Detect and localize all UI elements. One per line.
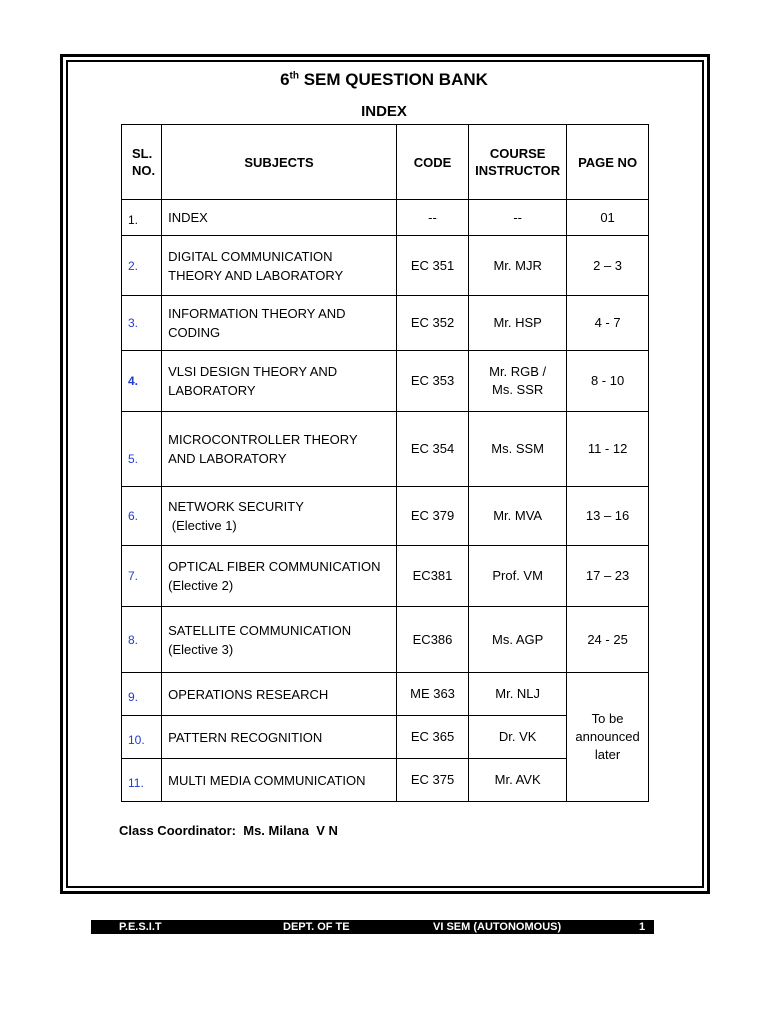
row-code: EC 375 <box>396 759 468 802</box>
table-row <box>122 236 649 296</box>
row-instructor: Ms. SSM <box>469 412 567 487</box>
row-page: 17 – 23 <box>567 546 649 607</box>
row-number: 3. <box>122 296 162 351</box>
row-subject: INFORMATION THEORY AND CODING <box>162 296 397 351</box>
row-instructor: Mr. AVK <box>469 759 567 802</box>
row-instructor: Mr. NLJ <box>469 673 567 716</box>
header-page-no: PAGE NO <box>567 125 649 200</box>
table-header-row <box>122 125 649 200</box>
title-text: SEM QUESTION BANK <box>299 70 488 89</box>
header-code: CODE <box>396 125 468 200</box>
row-number: 7. <box>122 546 162 607</box>
row-code: EC381 <box>396 546 468 607</box>
row-number: 6. <box>122 487 162 546</box>
row-subject: MULTI MEDIA COMMUNICATION <box>162 759 397 802</box>
index-table <box>121 124 649 802</box>
row-subject: INDEX <box>162 200 397 236</box>
footer-department: DEPT. OF TE <box>283 921 350 933</box>
table-row <box>122 296 649 351</box>
row-instructor: Mr. MJR <box>469 236 567 296</box>
row-page: 2 – 3 <box>567 236 649 296</box>
row-subject: SATELLITE COMMUNICATION (Elective 3) <box>162 607 397 673</box>
row-number: 10. <box>122 716 162 759</box>
row-number: 1. <box>122 200 162 236</box>
footer-page-number: 1 <box>639 921 646 933</box>
row-subject: OPTICAL FIBER COMMUNICATION (Elective 2) <box>162 546 397 607</box>
row-instructor: Mr. MVA <box>469 487 567 546</box>
table-row <box>122 487 649 546</box>
page-footer <box>91 920 654 934</box>
row-code: EC 379 <box>396 487 468 546</box>
row-code: EC 354 <box>396 412 468 487</box>
title-number: 6 <box>280 70 290 89</box>
row-instructor: Mr. RGB / Ms. SSR <box>469 351 567 412</box>
row-code: EC 365 <box>396 716 468 759</box>
title-superscript: th <box>289 70 299 82</box>
page-subtitle: INDEX <box>361 103 407 120</box>
row-page: 11 - 12 <box>567 412 649 487</box>
table-row <box>122 607 649 673</box>
header-sl-no: SL. NO. <box>122 125 162 200</box>
row-page: 13 – 16 <box>567 487 649 546</box>
row-subject: DIGITAL COMMUNICATION THEORY AND LABORATORY <box>162 236 397 296</box>
row-code: EC386 <box>396 607 468 673</box>
row-number: 4. <box>122 351 162 412</box>
row-subject: OPERATIONS RESEARCH <box>162 673 397 716</box>
footer-semester: VI SEM (AUTONOMOUS) <box>433 921 562 933</box>
row-page: 8 - 10 <box>567 351 649 412</box>
row-number: 9. <box>122 673 162 716</box>
header-subjects: SUBJECTS <box>162 125 397 200</box>
class-coordinator: Class Coordinator: Ms. Milana V N <box>119 823 338 838</box>
row-code: -- <box>396 200 468 236</box>
table-row <box>122 200 649 236</box>
row-subject: MICROCONTROLLER THEORY AND LABORATORY <box>162 412 397 487</box>
row-instructor: Mr. HSP <box>469 296 567 351</box>
row-instructor: -- <box>469 200 567 236</box>
row-page-merged: To be announced later <box>567 673 649 802</box>
row-number: 2. <box>122 236 162 296</box>
row-subject: NETWORK SECURITY (Elective 1) <box>162 487 397 546</box>
row-code: ME 363 <box>396 673 468 716</box>
row-number: 11. <box>122 759 162 802</box>
table-row <box>122 673 649 716</box>
header-instructor: COURSE INSTRUCTOR <box>469 125 567 200</box>
row-page: 01 <box>567 200 649 236</box>
row-instructor: Prof. VM <box>469 546 567 607</box>
page-title <box>0 70 768 90</box>
table-row <box>122 546 649 607</box>
row-page: 4 - 7 <box>567 296 649 351</box>
row-code: EC 351 <box>396 236 468 296</box>
row-code: EC 353 <box>396 351 468 412</box>
row-code: EC 352 <box>396 296 468 351</box>
row-subject: VLSI DESIGN THEORY AND LABORATORY <box>162 351 397 412</box>
footer-institute: P.E.S.I.T <box>119 921 162 933</box>
row-number: 8. <box>122 607 162 673</box>
table-row <box>122 351 649 412</box>
table-row <box>122 412 649 487</box>
row-page: 24 - 25 <box>567 607 649 673</box>
row-instructor: Dr. VK <box>469 716 567 759</box>
row-instructor: Ms. AGP <box>469 607 567 673</box>
row-number: 5. <box>122 412 162 487</box>
row-subject: PATTERN RECOGNITION <box>162 716 397 759</box>
